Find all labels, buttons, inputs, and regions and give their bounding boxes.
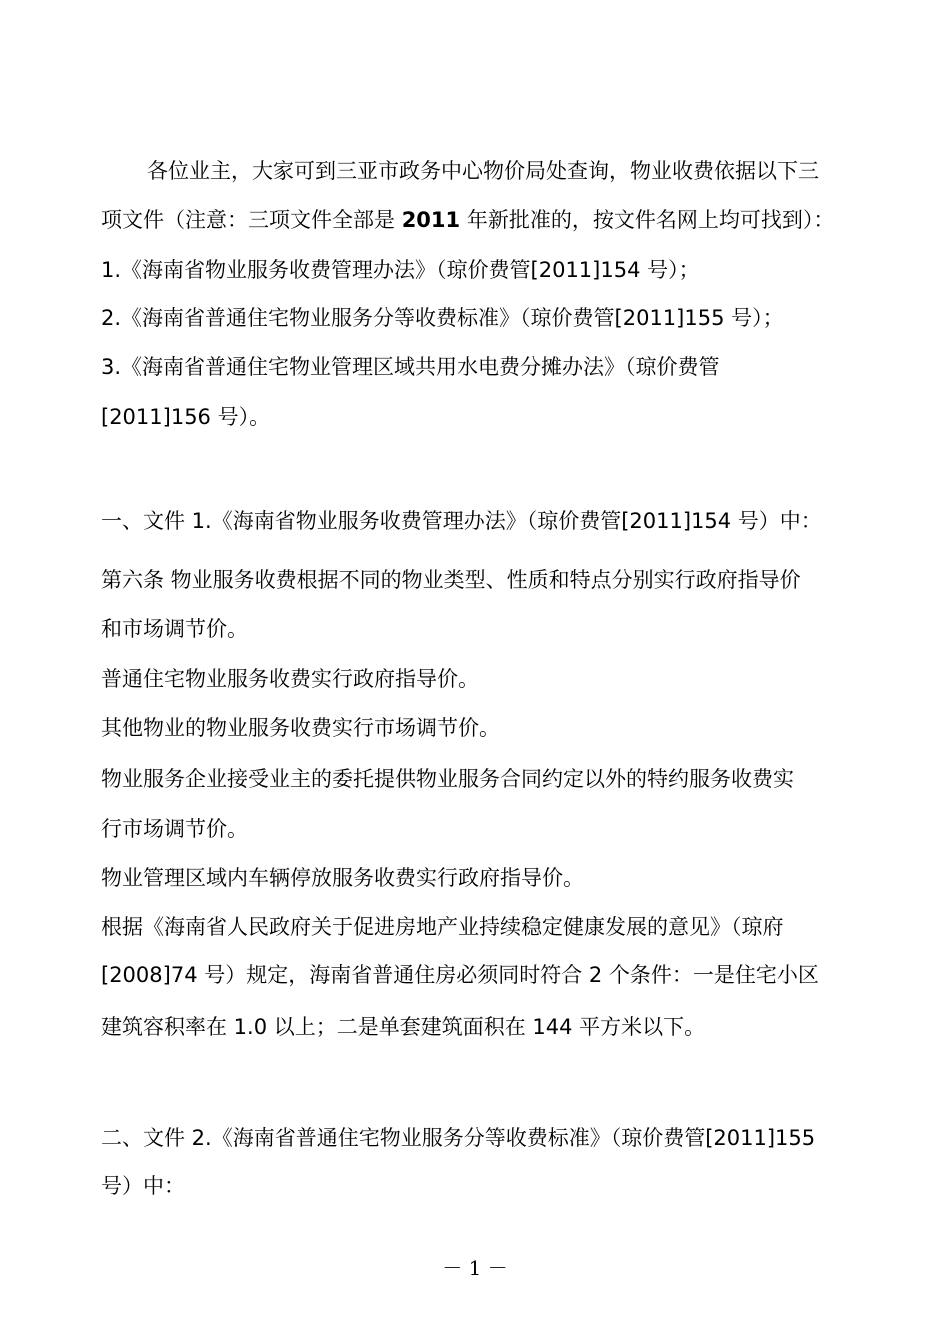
doc-item-3-cont: [2011]156 号）。: [101, 405, 271, 429]
doc-item-1: 1.《海南省物业服务收费管理办法》（琼价费管[2011]154 号）；: [101, 258, 700, 282]
intro-line-2: [101, 206, 861, 234]
page-number: － 1 －: [442, 1256, 508, 1280]
section-1-line-2: 和市场调节价。: [101, 617, 248, 641]
section-2-heading: 二、文件 2.《海南省普通住宅物业服务分等收费标准》（琼价费管[2011]155: [101, 1126, 816, 1150]
section-1-line-8: 根据《海南省人民政府关于促进房地产业持续稳定健康发展的意见》（琼府: [101, 915, 784, 939]
section-1-line-9: [2008]74 号）规定，海南省普通住房必须同时符合 2 个条件：一是住宅小区: [101, 963, 819, 987]
doc-item-3: 3.《海南省普通住宅物业管理区域共用水电费分摊办法》（琼价费管: [101, 355, 720, 379]
intro-line-2-pre: 项文件（注意：三项文件全部是: [101, 208, 402, 232]
intro-line-2-post: 年新批准的，按文件名网上均可找到）：: [460, 208, 835, 232]
section-1-line-10: 建筑容积率在 1.0 以上；二是单套建筑面积在 144 平方米以下。: [101, 1015, 706, 1039]
doc-item-2: 2.《海南省普通住宅物业服务分等收费标准》（琼价费管[2011]155 号）；: [101, 306, 784, 330]
section-1-line-5: 物业服务企业接受业主的委托提供物业服务合同约定以外的特约服务收费实: [101, 767, 794, 791]
section-1-line-1: 第六条 物业服务收费根据不同的物业类型、性质和特点分别实行政府指导价: [101, 568, 801, 592]
section-1-line-3: 普通住宅物业服务收费实行政府指导价。: [101, 667, 479, 691]
section-2-heading-cont: 号）中：: [101, 1174, 185, 1198]
section-1-line-7: 物业管理区域内车辆停放服务收费实行政府指导价。: [101, 866, 584, 890]
section-1-line-4: 其他物业的物业服务收费实行市场调节价。: [101, 716, 500, 740]
intro-year-bold: 2011: [401, 208, 461, 232]
section-1-line-6: 行市场调节价。: [101, 817, 248, 841]
intro-line-1: 各位业主，大家可到三亚市政务中心物价局处查询，物业收费依据以下三: [147, 159, 819, 183]
section-1-heading: 一、文件 1.《海南省物业服务收费管理办法》（琼价费管[2011]154 号）中：: [101, 509, 822, 533]
